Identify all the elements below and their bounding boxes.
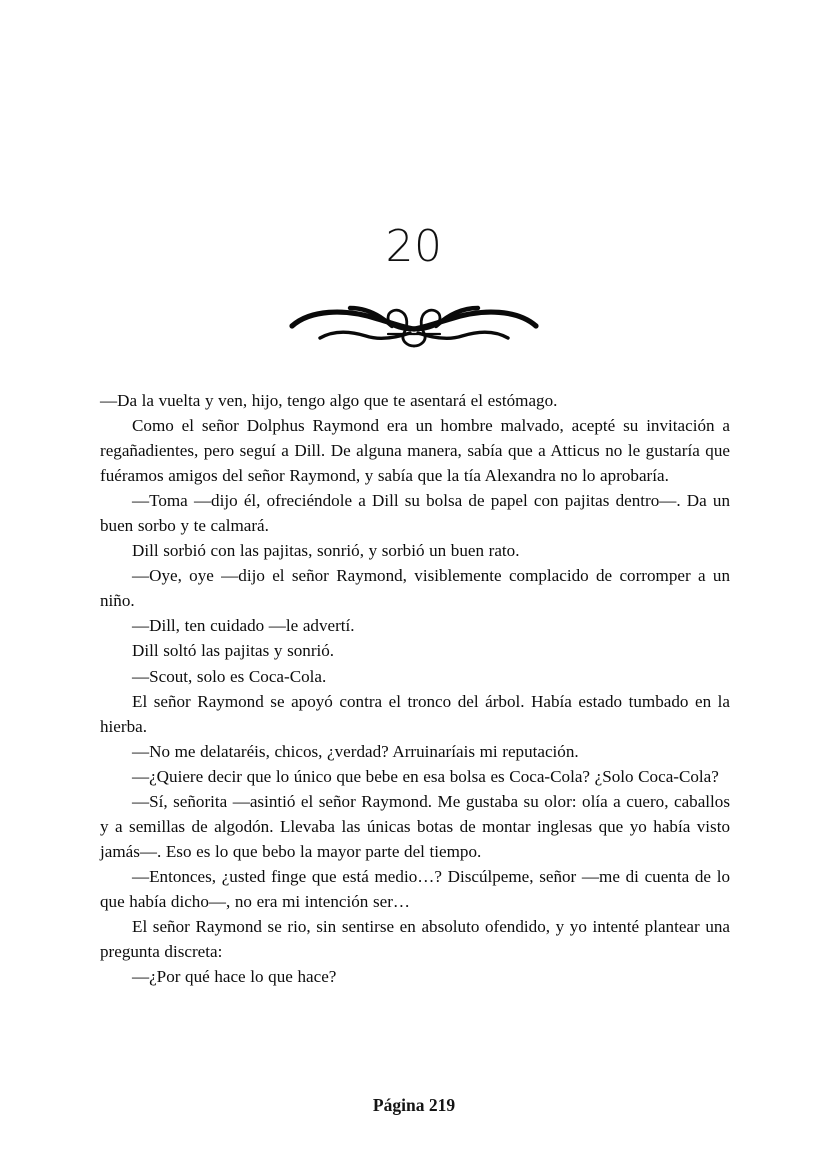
calligraphic-flourish-divider-icon	[288, 300, 540, 348]
body-paragraph: —¿Quiere decir que lo único que bebe en esa bolsa es Coca-Cola? ¿Solo Coca-Cola?	[132, 766, 719, 786]
body-paragraph: Como el señor Dolphus Raymond era un hombre malvado, acepté su invitación a regañadientes, pero seguí a Dill. De alguna manera, sabía que a Atticus no le gustaría que fuéramos amigos del señor Raymond, y sabía que la tía Alexandra no lo aprobaría.	[100, 416, 730, 486]
body-paragraph: —Sí, señorita —asintió el señor Raymond. Me gustaba su olor: olía a cuero, caballos y a semillas de algodón. Llevaba las únicas botas de montar inglesas que yo había visto jamás—. Eso es lo que bebo la mayor parte del tiempo.	[100, 791, 730, 861]
body-paragraph: —Entonces, ¿usted finge que está medio…? Discúlpeme, señor —me di cuenta de lo que había dicho—, no era mi intención ser…	[100, 866, 730, 911]
body-paragraph: Dill soltó las pajitas y sonrió.	[132, 641, 335, 661]
body-paragraph: Dill sorbió con las pajitas, sonrió, y sorbió un buen rato.	[132, 541, 520, 561]
body-paragraph: El señor Raymond se rio, sin sentirse en absoluto ofendido, y yo intenté plantear una pregunta discreta:	[100, 916, 730, 962]
body-paragraph: —¿Por qué hace lo que hace?	[132, 967, 337, 987]
body-paragraph: El señor Raymond se apoyó contra el tronco del árbol. Había estado tumbado en la hierba.	[100, 691, 730, 736]
body-text	[100, 388, 730, 989]
page-footer: Página 219	[372, 1095, 456, 1115]
body-paragraph: —Da la vuelta y ven, hijo, tengo algo que te asentará el estómago.	[100, 391, 558, 410]
body-paragraph: —Dill, ten cuidado —le advertí.	[132, 616, 355, 636]
body-paragraph: —No me delataréis, chicos, ¿verdad? Arruinaríais mi reputación.	[132, 741, 579, 761]
body-paragraph: —Oye, oye —dijo el señor Raymond, visiblemente complacido de corromper a un niño.	[100, 566, 730, 611]
chapter-number: 20	[385, 221, 443, 272]
chapter-ornament	[0, 300, 828, 348]
body-paragraph: —Scout, solo es Coca-Cola.	[132, 666, 327, 686]
body-paragraph: —Toma —dijo él, ofreciéndole a Dill su bolsa de papel con pajitas dentro—. Da un buen sorbo y te calmará.	[100, 491, 730, 536]
